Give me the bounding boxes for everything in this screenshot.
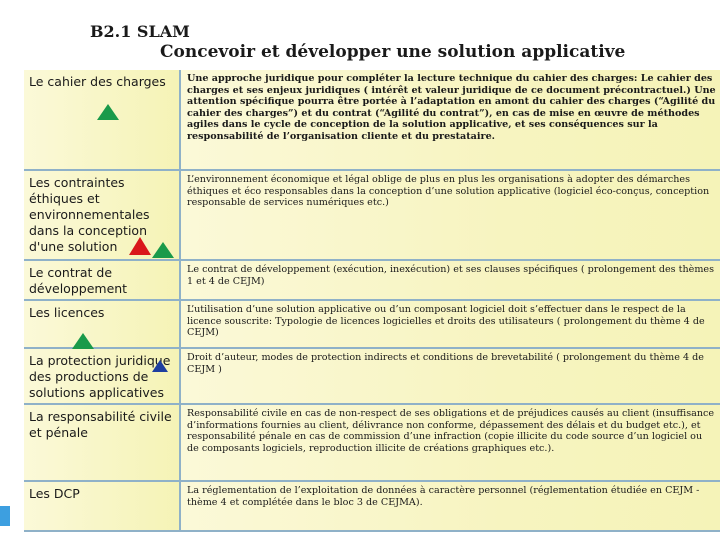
row-content: L’environnement économique et légal oblige de plus en plus les organisations à adopter des démarches éthiques et éco responsables dans la conception d’une solution applicative (logiciel éco-conçus, conception responsable de services numériques etc.) <box>181 171 720 259</box>
green-triangle-icon <box>152 242 174 258</box>
table-row <box>24 70 720 171</box>
page-title: Concevoir et développer une solution applicative <box>160 42 626 62</box>
row-content: La réglementation de l’exploitation de données à caractère personnel (réglementation étudiée en CEJM - thème 4 et complétée dans le bloc 3 de CEJMA). <box>181 482 720 530</box>
row-label: Les licences <box>24 301 179 347</box>
green-triangle-icon <box>72 333 94 349</box>
blue-triangle-icon <box>152 360 168 372</box>
module-code: B2.1 SLAM <box>90 22 190 41</box>
table-row <box>24 405 720 482</box>
row-label: Les DCP <box>24 482 179 530</box>
row-content: Droit d’auteur, modes de protection indirects et conditions de brevetabilité ( prolongement du thème 4 de CEJM ) <box>181 349 720 403</box>
row-label: La responsabilité civile et pénale <box>24 405 179 480</box>
row-label: Le contrat de développement <box>24 261 179 299</box>
accent-bar <box>0 506 10 526</box>
row-label: Le cahier des charges <box>24 70 179 169</box>
table-row <box>24 349 720 405</box>
row-content: Le contrat de développement (exécution, inexécution) et ses clauses spécifiques ( prolongement des thèmes 1 et 4 de CEJM) <box>181 261 720 299</box>
row-content: Responsabilité civile en cas de non-respect de ses obligations et de préjudices causés au client (insuffisance d’informations fournies au client, délivrance non conforme, dépassement des délais et du budget etc.), et responsabilité pénale en cas de commission d’une infraction (copie illicite du code source d’un logiciel ou de composants logiciels, reproduction illicite de créations graphiques etc.). <box>181 405 720 480</box>
row-content: L’utilisation d’une solution applicative ou d’un composant logiciel doit s’effectuer dans le respect de la licence souscrite: Typologie de licences logicielles et droits des utilisateurs ( prolongement du thème 4 de CEJM) <box>181 301 720 347</box>
row-label: La protection juridique des productions de solutions applicatives <box>24 349 179 403</box>
table-row <box>24 261 720 301</box>
green-triangle-icon <box>97 104 119 120</box>
content-table <box>24 70 720 532</box>
table-row <box>24 301 720 349</box>
red-triangle-icon <box>129 237 151 255</box>
row-label: Les contraintes éthiques et environnementales dans la conception d'une solution <box>24 171 179 259</box>
slide-header <box>0 0 720 70</box>
table-row <box>24 482 720 532</box>
row-content: Une approche juridique pour compléter la lecture technique du cahier des charges: Le cahier des charges et ses enjeux juridiques ( intérêt et valeur juridique de ce document précontractuel.) Une attention spécifique pourra être portée à l’adaptation en amont du cahier des charges (“Agilité du cahier des charges”) et du contrat (“Agilité du contrat”), en cas de mise en œuvre de méthodes agiles dans le cycle de conception de la solution applicative, et ses conséquences sur la responsabilité de l’organisation cliente et du prestataire. <box>181 70 720 169</box>
